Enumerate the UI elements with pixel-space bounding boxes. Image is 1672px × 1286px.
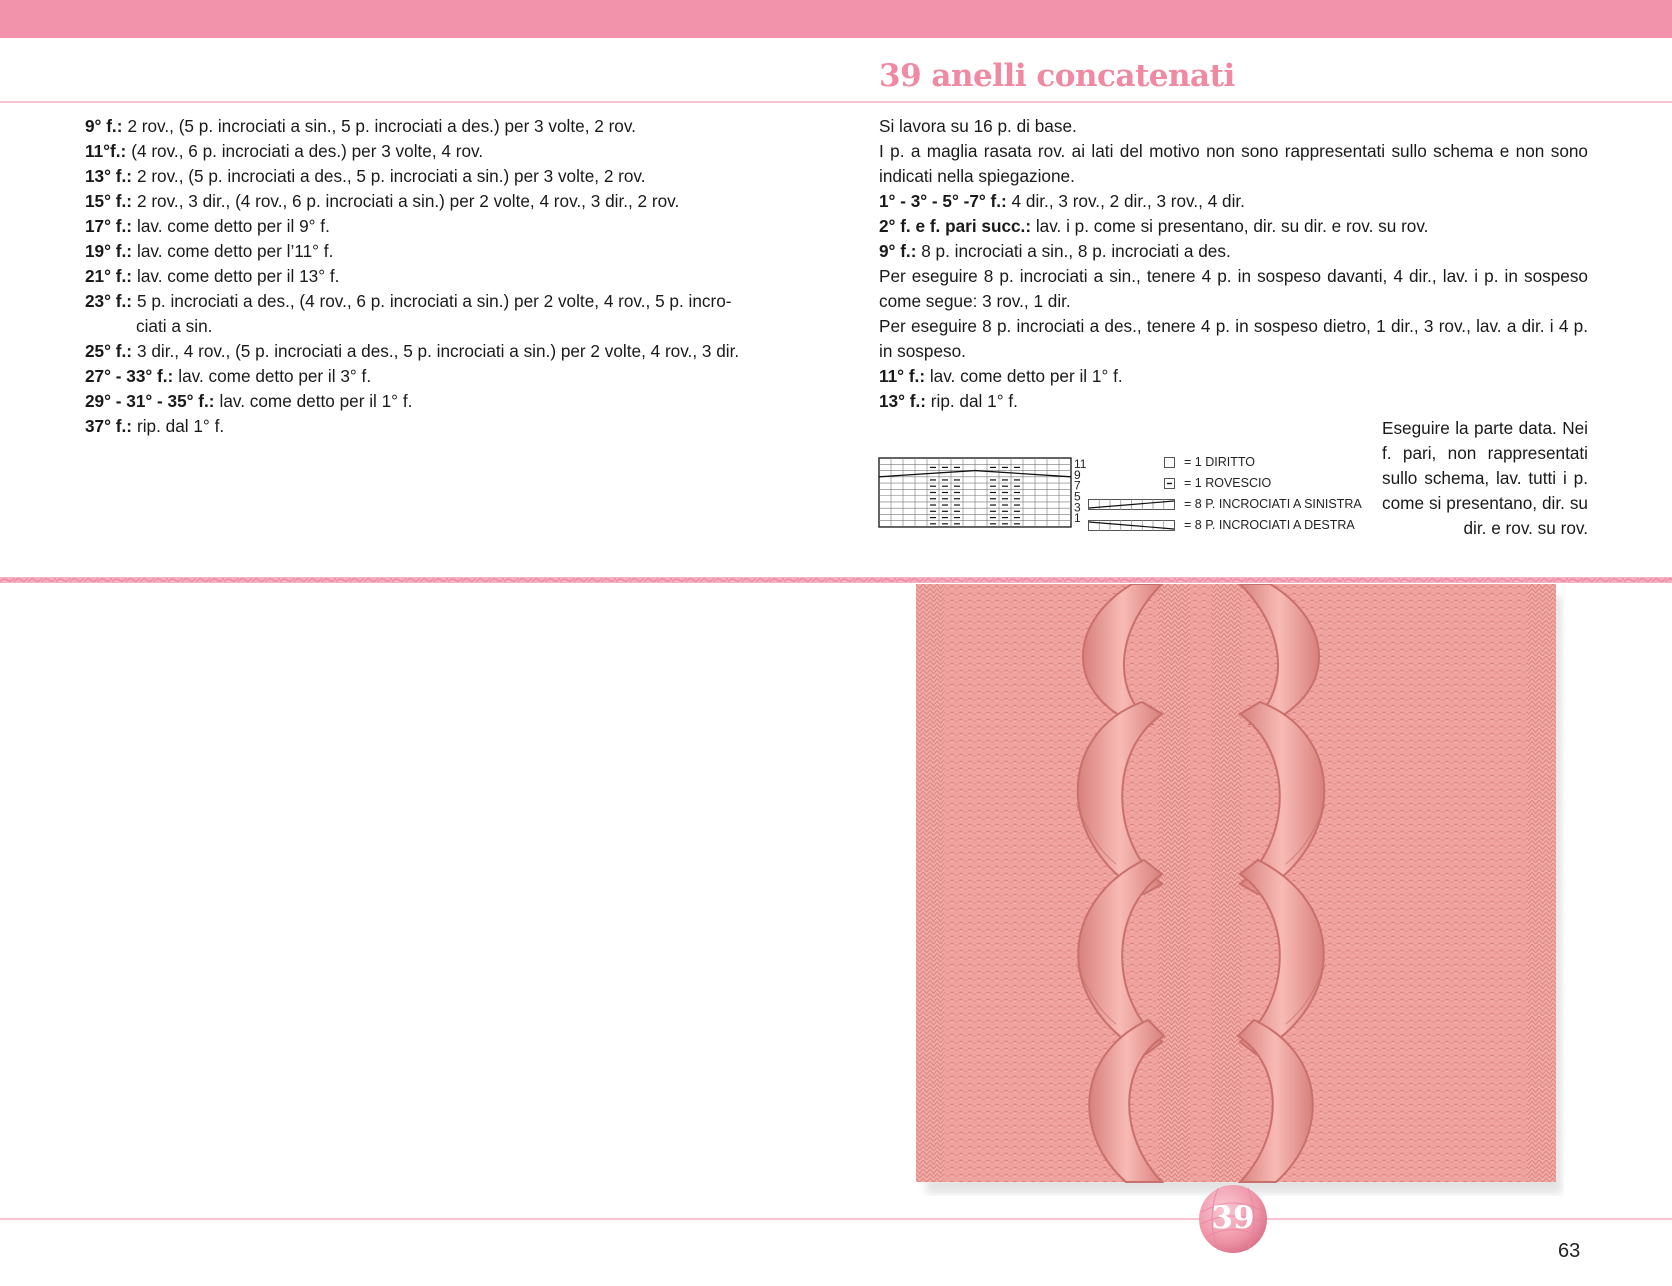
pattern-number-badge: 39 [1211,1200,1255,1236]
left-instructions [85,114,805,439]
stitch-chart [878,457,1088,533]
instruction-paragraph [879,239,1588,264]
knitted-swatch-photo [916,584,1564,1196]
row-text: 2 rov., 3 dir., (4 rov., 6 p. incrociati a sin.) per 2 volte, 4 rov., 3 dir., 2 rov. [137,191,680,211]
row-text: lav. i p. come si presentano, dir. su dir. e rov. su rov. [1031,216,1429,236]
row-text: lav. come detto per il 3° f. [178,366,372,386]
row-label: 23° f.: [85,291,132,311]
row-text: 2 rov., (5 p. incrociati a des., 5 p. incrociati a sin.) per 3 volte, 2 rov. [137,166,646,186]
row-label: 9° f.: [879,241,917,261]
instruction-row [85,389,805,414]
row-label: 11° f.: [879,366,926,386]
row-label: 29° - 31° - 35° f.: [85,391,215,411]
chart-row-number: 3 [1074,500,1081,515]
row-text: 5 p. incrociati a des., (4 rov., 6 p. incrociati a sin.) per 2 volte, 4 rov., 5 p. incro- [137,291,732,311]
page-number: 63 [1558,1240,1581,1262]
instruction-row [85,164,805,189]
row-text: (4 rov., 6 p. incrociati a des.) per 3 volte, 4 rov. [131,141,484,161]
title-divider [0,101,1672,103]
intro-note: I p. a maglia rasata rov. ai lati del motivo non sono rappresentati sullo schema e non sono indicati nella spiegazione. [879,141,1588,186]
empty-square-icon [1164,457,1175,468]
right-instructions [879,114,1588,414]
instruction-row [85,239,805,264]
top-color-band [0,0,1672,38]
instruction-row [85,289,805,314]
instruction-row [85,264,805,289]
row-text: 8 p. incrociati a sin., 8 p. incrociati a des. [916,241,1231,261]
cable-right-icon [1088,520,1175,531]
instruction-row [85,114,805,139]
dash-square-icon [1164,478,1175,489]
row-text: ciati a sin. [136,316,213,336]
row-label: 27° - 33° f.: [85,366,174,386]
wavy-divider [0,576,1672,584]
row-text: lav. come detto per il 13° f. [137,266,340,286]
legend-label: = 8 P. INCROCIATI A DESTRA [1184,518,1355,532]
instruction-paragraph [879,389,1588,414]
cable-left-explanation: Per eseguire 8 p. incrociati a sin., tenere 4 p. in sospeso davanti, 4 dir., lav. i p. in sospeso come segue: 3 rov., 1 dir. [879,266,1588,311]
legend-label: = 8 P. INCROCIATI A SINISTRA [1184,497,1362,511]
chart-row-numbers [1074,457,1087,525]
row-text: lav. come detto per il 1° f. [219,391,413,411]
instruction-row [85,364,805,389]
row-label: 9° f.: [85,116,123,136]
instruction-row [85,189,805,214]
row-text: lav. come detto per l’11° f. [137,241,334,261]
row-label: 11°f.: [85,141,127,161]
legend-label: = 1 ROVESCIO [1184,476,1272,490]
row-label: 37° f.: [85,416,132,436]
row-text: lav. come detto per il 9° f. [137,216,330,236]
page-title: 39 anelli concatenati [879,58,1235,94]
row-text: 2 rov., (5 p. incrociati a sin., 5 p. incrociati a des.) per 3 volte, 2 rov. [127,116,636,136]
footer-divider [0,1218,1672,1220]
chart-row-number: 1 [1074,511,1081,526]
instruction-paragraph [879,189,1588,214]
row-text: 4 dir., 3 rov., 2 dir., 3 rov., 4 dir. [1006,191,1245,211]
instruction-row [85,214,805,239]
row-label: 1° - 3° - 5° -7° f.: [879,191,1007,211]
row-label: 21° f.: [85,266,132,286]
row-label: 13° f.: [85,166,132,186]
chart-note: Eseguire la parte data. Nei f. pari, non rappresentati sullo schema, lav. tutti i p. come si presentano, dir. su dir. e rov. su rov. [1382,418,1588,538]
chart-grid [879,458,1071,527]
row-label: 15° f.: [85,191,132,211]
instruction-row-continuation [85,314,805,339]
row-label: 19° f.: [85,241,132,261]
row-text: rip. dal 1° f. [926,391,1018,411]
row-label: 25° f.: [85,341,132,361]
legend-label: = 1 DIRITTO [1184,455,1255,469]
chart-row-number: 7 [1074,478,1081,493]
cable-left-icon [1088,499,1175,510]
instruction-row [85,414,805,439]
row-label: 13° f.: [879,391,926,411]
instruction-paragraph [879,364,1588,389]
chart-row-number: 11 [1074,457,1087,471]
row-text: lav. come detto per il 1° f. [925,366,1123,386]
chart-row-number: 9 [1074,467,1081,482]
instruction-paragraph [879,214,1588,239]
row-label: 17° f.: [85,216,132,236]
row-text: 3 dir., 4 rov., (5 p. incrociati a des., 5 p. incrociati a sin.) per 2 volte, 4 rov., 3 dir. [137,341,740,361]
instruction-row [85,339,805,364]
chart-row-number: 5 [1074,489,1081,504]
row-text: rip. dal 1° f. [137,416,225,436]
row-label: 2° f. e f. pari succ.: [879,216,1032,236]
instruction-row [85,139,805,164]
intro-text: Si lavora su 16 p. di base. [879,116,1077,136]
cable-right-explanation: Per eseguire 8 p. incrociati a des., tenere 4 p. in sospeso dietro, 1 dir., 3 rov., lav. a dir. i 4 p. in sospeso. [879,316,1588,361]
